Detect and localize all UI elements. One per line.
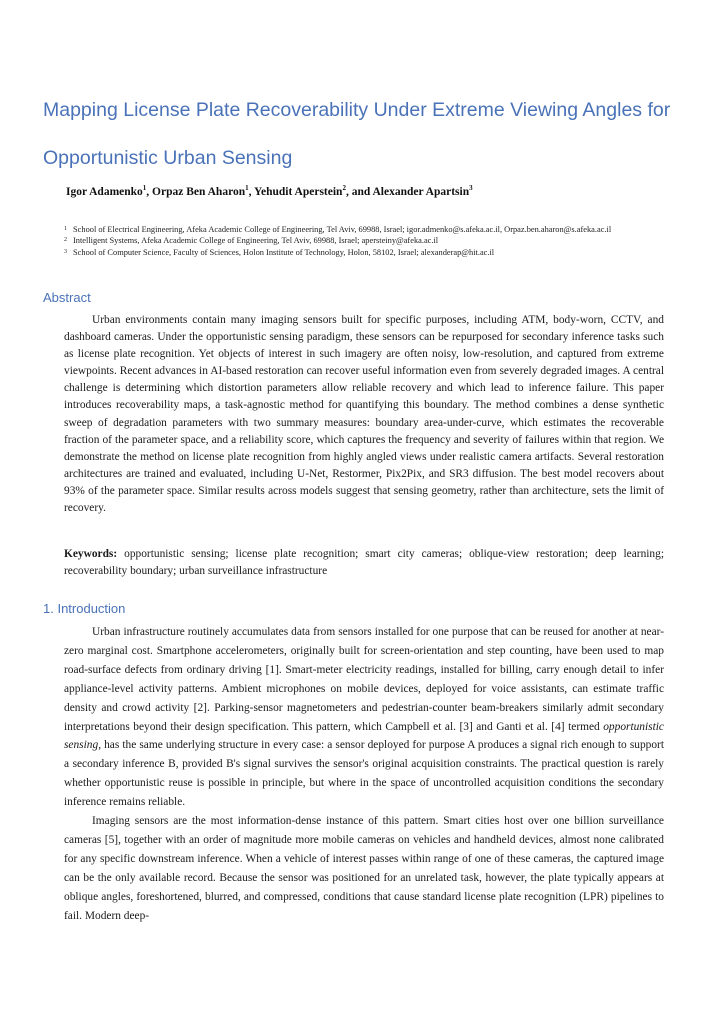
term-emphasis: opportunistic sensing bbox=[64, 720, 664, 752]
author-name: Orpaz Ben Aharon bbox=[152, 185, 246, 198]
abstract-body bbox=[64, 312, 664, 517]
author-list: Igor Adamenko$^1$, Orpaz Ben Aharon$^1$, Yehudit Aperstein$^2$, and Alexander Apartsin$^3$ bbox=[66, 184, 473, 198]
affiliation-mark: 2 bbox=[342, 184, 346, 192]
affiliation-text: Intelligent Systems, Afeka Academic College of Engineering, Tel Aviv, 69988, Israel; apersteiny@afeka.ac.il bbox=[73, 236, 439, 246]
paper-title: Mapping License Plate Recoverability Under Extreme Viewing Angles for Opportunistic Urban Sensing bbox=[43, 99, 671, 169]
intro-text: Urban infrastructure routinely accumulates data from sensors installed for one purpose that can be reused for another at near-zero marginal cost. Smartphone accelerometers, originally built for screen-orientation and step counting, have been used to map road-surface defects from ordinary driving [1]. Smart-meter electricity readings, installed for billing, carry enough detail to infer appliance-level activity patterns. Ambient microphones on mobile devices, deployed for voice assistants, can estimate traffic density and crowd activity [2]. Parking-sensor magnetometers and pedestrian-counter beam-breakers similarly admit secondary interpretations beyond their design specification. This pattern, which Campbell et al. [3] and Ganti et al. [4] termed bbox=[64, 626, 664, 733]
affiliations bbox=[64, 224, 664, 258]
abstract-text: Urban environments contain many imaging sensors built for specific purposes, including ATM, body-worn, CCTV, and dashboard cameras. Under the opportunistic sensing paradigm, these sensors can be repurposed for secondary inference tasks such as license plate recognition. Yet objects of interest in such imagery are often noisy, low-resolution, and captured from extreme viewpoints. Recent advances in AI-based restoration can recover useful information even from severely degraded images. A central challenge is determining which distortion parameters allow reliable recovery and which lead to inference failure. This paper introduces recoverability maps, a task-agnostic method for quantifying this boundary. The method combines a dense synthetic sweep of degradation parameters with two summary measures: boundary area-under-curve, which estimates the recoverable fraction of the parameter space, and a reliability score, which captures the frequency and severity of failures within that region. We demonstrate the method on license plate recognition from highly angled views under realistic camera artifacts. Several restoration architectures are trained and evaluated, including U-Net, Restormer, Pix2Pix, and SR3 diffusion. The best model recovers about 93% of the parameter space. Similar results across models suggest that sensing geometry, rather than architecture, sets the limit of recovery. bbox=[64, 314, 664, 515]
affiliation-mark: 3 bbox=[64, 248, 67, 255]
affiliation-mark: 1 bbox=[142, 184, 147, 192]
affiliation-mark: 1 bbox=[64, 226, 67, 232]
affiliation-item bbox=[64, 224, 664, 235]
author-name: Yehudit Aperstein bbox=[253, 185, 343, 198]
keywords-paragraph bbox=[64, 546, 664, 580]
affiliation-text: School of Computer Science, Faculty of Sciences, Holon Institute of Technology, Holon, 58102, Israel; alexanderap@hit.ac.il bbox=[73, 247, 495, 257]
introduction-body bbox=[64, 623, 664, 926]
intro-text: , has the same underlying structure in every case: a sensor deployed for purpose A produces a signal rich enough to support a secondary inference B, provided B's signal survives the sensor's original acquisition constraints. The practical question is rarely whether opportunistic reuse is possible in principle, but where in the space of uncontrolled acquisition conditions the secondary inference remains reliable. bbox=[64, 739, 664, 809]
affiliation-item bbox=[64, 247, 664, 258]
author-name: Igor Adamenko bbox=[66, 185, 143, 198]
keywords-text: opportunistic sensing; license plate recognition; smart city cameras; oblique-view restoration; deep learning; recoverability boundary; urban surveillance infrastructure bbox=[64, 548, 664, 578]
introduction-heading: 1. Introduction bbox=[43, 601, 126, 616]
affiliation-text: School of Electrical Engineering, Afeka Academic College of Engineering, Tel Aviv, 69988, Israel; igor.admenko@s.afeka.ac.il, Orpaz.ben.aharon@s.afeka.ac.il bbox=[73, 225, 612, 234]
affiliation-mark: 2 bbox=[64, 237, 67, 244]
intro-paragraph: Imaging sensors are the most information-dense instance of this pattern. Smart cities host over one billion surveillance cameras [5], together with an order of magnitude more mobile cameras on vehicles and handheld devices, almost none calibrated for any specific downstream inference. When a vehicle of interest passes within range of one of these cameras, the captured image can be the only available record. Because the sensor was positioned for an unrelated task, however, the plate typically appears at oblique angles, foreshortened, blurred, and compressed, conditions that cause standard license plate recognition (LPR) pipelines to fail. Modern deep- bbox=[64, 815, 664, 922]
keywords-block bbox=[64, 546, 664, 580]
keywords-label: Keywords: bbox=[64, 548, 118, 560]
affiliation-item bbox=[64, 235, 664, 246]
author-name: Alexander Apartsin bbox=[372, 185, 470, 198]
affiliation-mark: 1 bbox=[245, 184, 249, 192]
affiliation-mark: 3 bbox=[469, 184, 473, 192]
intro-paragraph bbox=[64, 623, 664, 812]
abstract-heading: Abstract bbox=[43, 290, 91, 305]
